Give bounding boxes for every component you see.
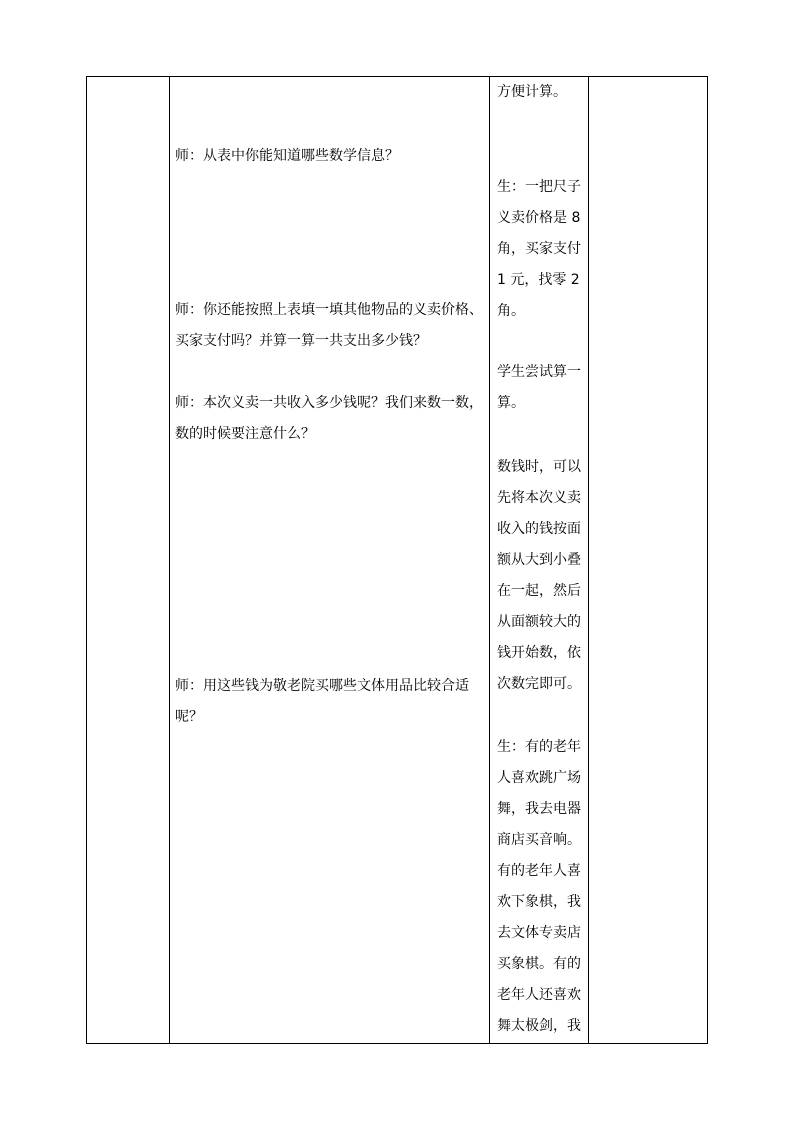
student-text-line: 舞太极剑，我: [497, 1018, 581, 1034]
teacher-question-2-line-1: 师：你还能按照上表填一填其他物品的义卖价格、: [175, 302, 483, 318]
student-text-line: 方便计算。: [497, 84, 567, 100]
student-text-line: 舞，我去电器: [497, 801, 581, 817]
student-text-line: 生：有的老年: [497, 739, 581, 755]
column-divider: [169, 77, 170, 1043]
student-text-line: 次数完即可。: [497, 676, 581, 692]
column-divider: [489, 77, 490, 1043]
student-text-line: 学生尝试算一: [497, 364, 581, 380]
student-text-line: 数钱时，可以: [497, 459, 581, 475]
student-text-line: 角。: [497, 303, 525, 319]
column-divider: [588, 77, 589, 1043]
student-text-line: 买象棋。有的: [497, 956, 581, 972]
student-text-line: 生：一把尺子: [497, 179, 581, 195]
teacher-question-4-line-2: 呢？: [175, 709, 203, 725]
teacher-question-2-line-2: 买家支付吗？并算一算一共支出多少钱？: [175, 333, 427, 349]
student-text-line: 额从大到小叠: [497, 552, 581, 568]
student-text-line: 收入的钱按面: [497, 521, 581, 537]
student-text-line: 先将本次义卖: [497, 490, 581, 506]
student-text-line: 算。: [497, 395, 525, 411]
student-text-line: 人喜欢跳广场: [497, 770, 581, 786]
student-text-line: 钱开始数，依: [497, 645, 581, 661]
student-text-line: 在一起，然后: [497, 583, 581, 599]
teacher-question-1: 师：从表中你能知道哪些数学信息？: [175, 148, 399, 164]
student-text-line: 义卖价格是 8: [497, 210, 581, 226]
teacher-question-4-line-1: 师：用这些钱为敬老院买哪些文体用品比较合适: [175, 678, 469, 694]
student-text-line: 1 元，找零 2: [497, 272, 580, 288]
student-text-line: 有的老年人喜: [497, 863, 581, 879]
student-text-line: 欢下象棋，我: [497, 894, 581, 910]
student-text-line: 去文体专卖店: [497, 925, 581, 941]
lesson-table: [86, 76, 708, 1044]
student-text-line: 老年人还喜欢: [497, 987, 581, 1003]
teacher-question-3-line-2: 数的时候要注意什么？: [175, 426, 315, 442]
student-text-line: 从面额较大的: [497, 614, 581, 630]
student-text-line: 商店买音响。: [497, 832, 581, 848]
teacher-question-3-line-1: 师：本次义卖一共收入多少钱呢？我们来数一数，: [175, 395, 483, 411]
student-text-line: 角，买家支付: [497, 241, 581, 257]
